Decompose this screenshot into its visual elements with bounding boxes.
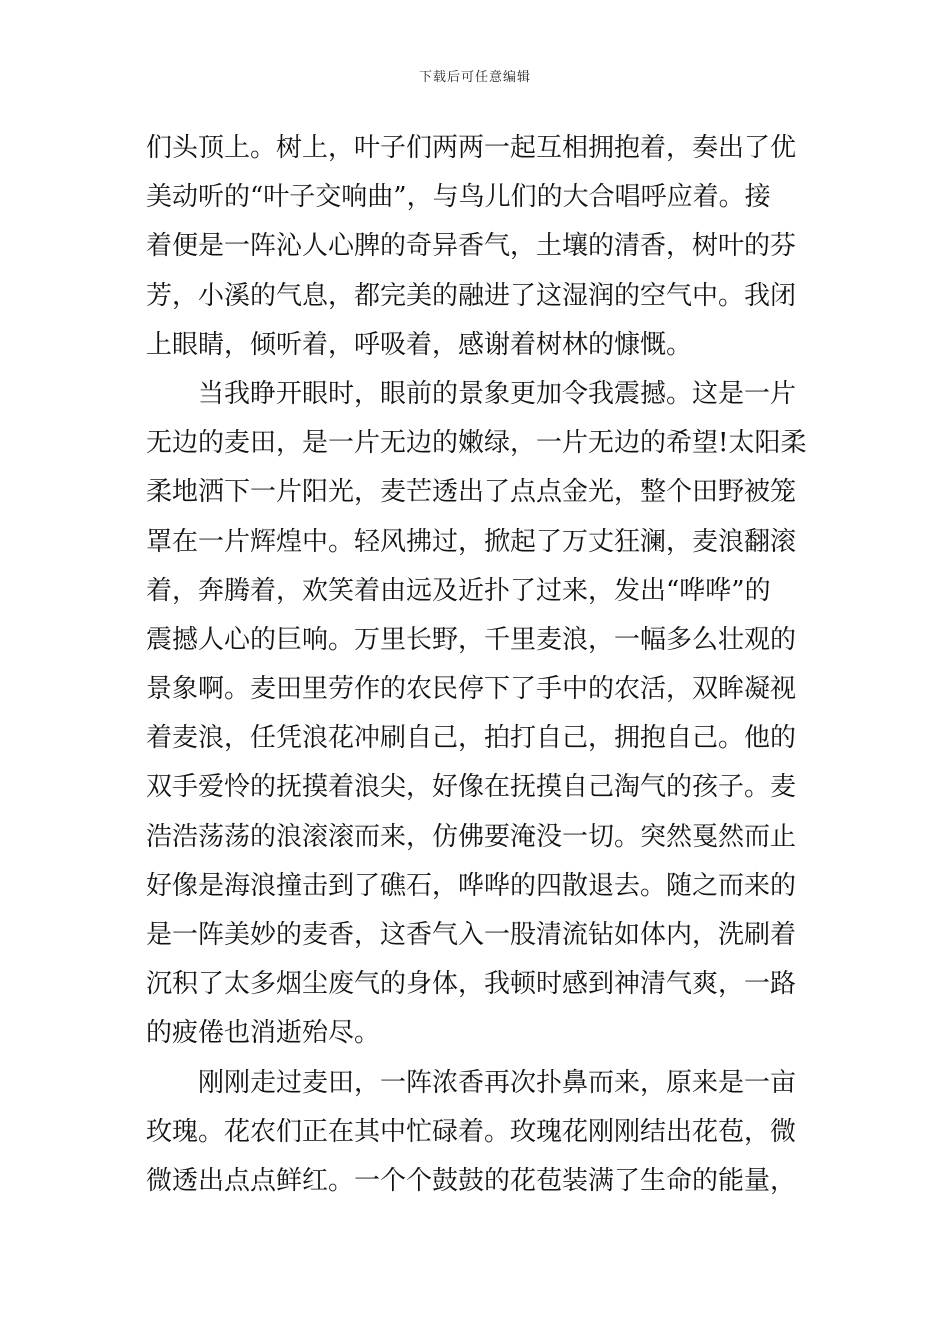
body-text [146,124,816,1206]
text-line: 震撼人心的巨响。万里长野，千里麦浪，一幅多么壮观的 [146,624,797,655]
text-line: 玫瑰。花农们正在其中忙碌着。玫瑰花刚刚结出花苞，微 [146,1116,797,1147]
text-line: 着，奔腾着，欢笑着由远及近扑了过来，发出“哗哗”的 [146,575,771,606]
text-line: 美动听的“叶子交响曲”，与鸟儿们的大合唱呼应着。接 [146,182,771,213]
text-line: 无边的麦田，是一片无边的嫩绿，一片无边的希望!太阳柔 [146,428,807,459]
text-line: 着便是一阵沁人心脾的奇异香气，土壤的清香，树叶的芬 [146,231,797,262]
paragraph-start-line: 刚刚走过麦田，一阵浓香再次扑鼻而来，原来是一亩 [198,1067,797,1098]
text-line: 双手爱怜的抚摸着浪尖，好像在抚摸自己淘气的孩子。麦 [146,772,797,803]
text-line: 沉积了太多烟尘废气的身体，我顿时感到神清气爽，一路 [146,969,797,1000]
text-line: 罩在一片辉煌中。轻风拂过，掀起了万丈狂澜，麦浪翻滚 [146,526,797,557]
text-line: 是一阵美妙的麦香，这香气入一股清流钻如体内，洗刷着 [146,920,797,950]
text-line: 景象啊。麦田里劳作的农民停下了手中的农活，双眸凝视 [146,674,797,705]
paragraph-start-line: 当我睁开眼时，眼前的景象更加令我震撼。这是一片 [198,378,797,409]
text-line: 们头顶上。树上，叶子们两两一起互相拥抱着，奏出了优 [146,133,797,163]
text-line: 着麦浪，任凭浪花冲刷自己，拍打自己，拥抱自己。他的 [146,723,797,754]
text-line: 好像是海浪撞击到了礁石，哗哗的四散退去。随之而来的 [146,870,797,901]
text-line: 微透出点点鲜红。一个个鼓鼓的花苞装满了生命的能量， [146,1165,797,1196]
text-line: 浩浩荡荡的浪滚滚而来，仿佛要淹没一切。突然戛然而止 [146,821,797,852]
text-line: 芳，小溪的气息，都完美的融进了这湿润的空气中。我闭 [146,280,797,311]
text-line: 柔地洒下一片阳光，麦芒透出了点点金光，整个田野被笼 [146,477,797,508]
text-line: 上眼睛，倾听着，呼吸着，感谢着树林的慷慨。 [146,329,693,360]
text-line: 的疲倦也消逝殆尽。 [146,1018,381,1049]
page-header: 下载后可任意编辑 [418,70,531,85]
